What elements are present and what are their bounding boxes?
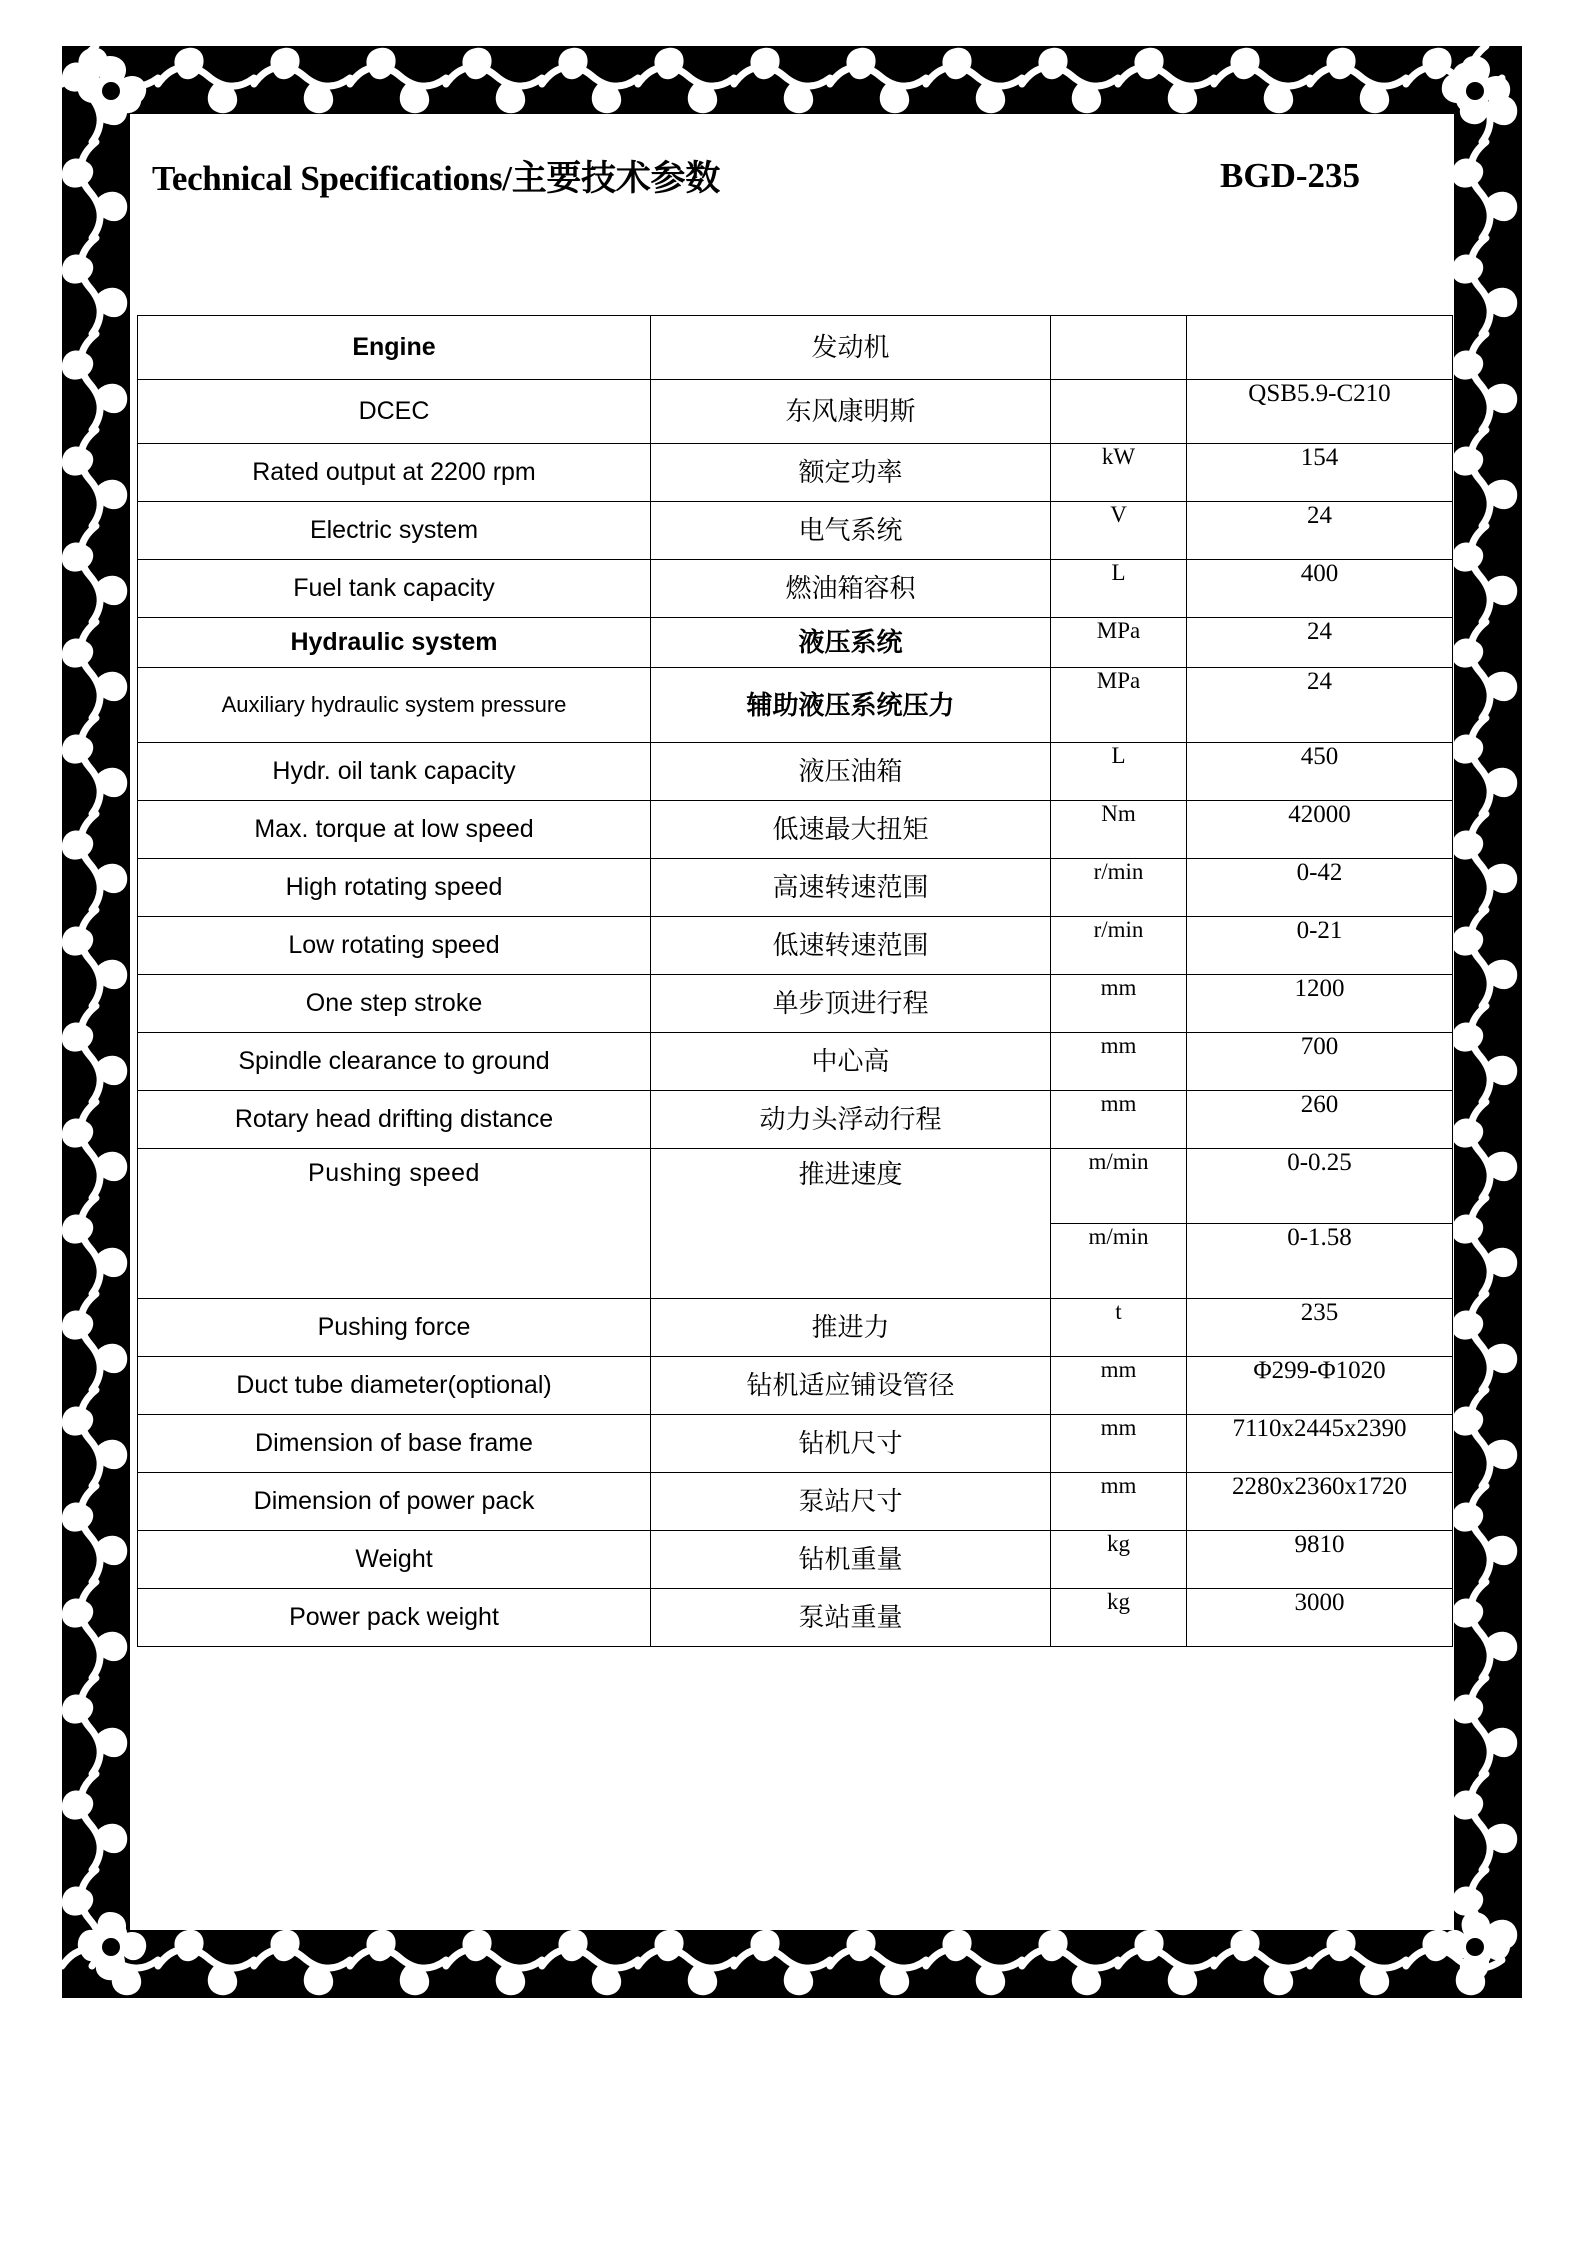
- cell-unit: m/min: [1051, 1149, 1187, 1224]
- label-name-en: Duct tube diameter(optional): [236, 1370, 552, 1399]
- cell-name-en: [138, 316, 651, 380]
- cell-name-cn: [651, 801, 1051, 859]
- cell-name-en: [138, 668, 651, 743]
- cell-name-cn: [651, 1415, 1051, 1473]
- cell-name-en: [138, 1357, 651, 1415]
- label-name-en: High rotating speed: [285, 872, 503, 901]
- cell-name-en: [138, 502, 651, 560]
- cell-value: 24: [1187, 502, 1453, 560]
- table-row: [138, 444, 1453, 502]
- label-name-cn: 低速最大扭矩: [772, 814, 929, 845]
- cell-unit: V: [1051, 502, 1187, 560]
- label-name-cn: 泵站重量: [798, 1602, 903, 1633]
- cell-unit: kg: [1051, 1531, 1187, 1589]
- table-row: [138, 859, 1453, 917]
- table-row: [138, 502, 1453, 560]
- cell-name-cn: [651, 618, 1051, 668]
- label-name-en: Engine: [352, 332, 436, 361]
- label-name-cn: 动力头浮动行程: [759, 1104, 942, 1135]
- cell-name-cn: [651, 1473, 1051, 1531]
- cell-value: 2280x2360x1720: [1187, 1473, 1453, 1531]
- cell-unit: L: [1051, 560, 1187, 618]
- cell-unit: mm: [1051, 1415, 1187, 1473]
- cell-name-cn: [651, 1299, 1051, 1357]
- page-title: Technical Specifications/主要技术参数: [152, 159, 720, 198]
- cell-name-en: [138, 1033, 651, 1091]
- document-header: [152, 140, 1438, 212]
- label-name-cn: 发动机: [811, 332, 890, 363]
- cell-name-cn: [651, 316, 1051, 380]
- cell-unit: kW: [1051, 444, 1187, 502]
- label-name-cn: 辅助液压系统压力: [746, 689, 955, 720]
- cell-value: 24: [1187, 618, 1453, 668]
- label-name-cn: 液压油箱: [798, 756, 903, 787]
- cell-unit: r/min: [1051, 917, 1187, 975]
- specifications-table: [137, 315, 1453, 1647]
- cell-value: 400: [1187, 560, 1453, 618]
- label-name-cn: 中心高: [811, 1046, 890, 1077]
- cell-value: 3000: [1187, 1589, 1453, 1647]
- label-name-cn: 泵站尺寸: [798, 1486, 903, 1517]
- ivy-border-bottom-icon: [62, 1928, 1522, 1998]
- cell-name-cn: [651, 1357, 1051, 1415]
- cell-value: 42000: [1187, 801, 1453, 859]
- table-row: [138, 316, 1453, 380]
- cell-name-en: [138, 975, 651, 1033]
- label-name-cn: 东风康明斯: [785, 396, 916, 427]
- cell-name-en: [138, 859, 651, 917]
- cell-name-en: [138, 1531, 651, 1589]
- cell-name-cn: [651, 502, 1051, 560]
- cell-name-cn: [651, 1033, 1051, 1091]
- cell-unit: Nm: [1051, 801, 1187, 859]
- table-row: [138, 917, 1453, 975]
- cell-value: Φ299-Φ1020: [1187, 1357, 1453, 1415]
- cell-name-en: [138, 1091, 651, 1149]
- table-row: [138, 743, 1453, 801]
- cell-unit: mm: [1051, 1033, 1187, 1091]
- cell-name-cn: [651, 743, 1051, 801]
- label-name-en: One step stroke: [305, 988, 483, 1017]
- cell-name-en: [138, 444, 651, 502]
- cell-value: 154: [1187, 444, 1453, 502]
- cell-unit: MPa: [1051, 618, 1187, 668]
- cell-value: 0-0.25: [1187, 1149, 1453, 1224]
- label-name-en: Max. torque at low speed: [254, 814, 534, 843]
- label-name-en: Power pack weight: [289, 1602, 499, 1631]
- cell-name-cn: [651, 444, 1051, 502]
- cell-value-secondary: 0-1.58: [1187, 1224, 1453, 1299]
- cell-value: 9810: [1187, 1531, 1453, 1589]
- cell-name-en: [138, 1299, 651, 1357]
- cell-unit: kg: [1051, 1589, 1187, 1647]
- cell-unit: mm: [1051, 1357, 1187, 1415]
- cell-name-cn: [651, 380, 1051, 444]
- cell-name-en: [138, 917, 651, 975]
- cell-value: 700: [1187, 1033, 1453, 1091]
- cell-unit: [1051, 380, 1187, 444]
- ivy-border-left-icon: [62, 46, 132, 1998]
- cell-value: 24: [1187, 668, 1453, 743]
- cell-name-cn: [651, 1091, 1051, 1149]
- table-row: [138, 668, 1453, 743]
- cell-unit: mm: [1051, 1473, 1187, 1531]
- cell-value: 1200: [1187, 975, 1453, 1033]
- label-name-en: Rotary head drifting distance: [234, 1104, 554, 1133]
- label-name-cn: 钻机尺寸: [798, 1428, 903, 1459]
- table-row: [138, 618, 1453, 668]
- table-row: [138, 560, 1453, 618]
- cell-name-en: [138, 1589, 651, 1647]
- table-row: [138, 1357, 1453, 1415]
- cell-unit: L: [1051, 743, 1187, 801]
- label-name-en: Auxiliary hydraulic system pressure: [221, 692, 567, 718]
- cell-unit: MPa: [1051, 668, 1187, 743]
- cell-value: [1187, 316, 1453, 380]
- cell-name-cn: [651, 917, 1051, 975]
- specifications-table-container: [137, 315, 1452, 1647]
- table-row: [138, 1473, 1453, 1531]
- table-row: [138, 975, 1453, 1033]
- label-name-en: Dimension of power pack: [253, 1486, 535, 1515]
- table-row: [138, 1531, 1453, 1589]
- cell-name-cn: [651, 1531, 1051, 1589]
- cell-unit: mm: [1051, 1091, 1187, 1149]
- label-name-cn: 推进力: [811, 1312, 890, 1343]
- label-name-en: Rated output at 2200 rpm: [252, 457, 536, 486]
- cell-name-en: [138, 801, 651, 859]
- label-name-cn: 电气系统: [798, 515, 903, 546]
- label-name-en: Low rotating speed: [288, 930, 500, 959]
- cell-value: 450: [1187, 743, 1453, 801]
- label-name-cn: 液压系统: [798, 627, 903, 658]
- cell-name-cn: [651, 859, 1051, 917]
- label-name-cn: 低速转速范围: [772, 930, 929, 961]
- cell-name-cn: [651, 1149, 1051, 1299]
- cell-name-en: [138, 380, 651, 444]
- model-number: BGD-235: [1220, 156, 1360, 195]
- label-name-en: Pushing force: [317, 1312, 471, 1341]
- table-row: [138, 1033, 1453, 1091]
- label-name-cn: 高速转速范围: [772, 872, 929, 903]
- cell-value: 0-21: [1187, 917, 1453, 975]
- label-name-en: DCEC: [358, 396, 430, 425]
- table-row: [138, 1149, 1453, 1224]
- cell-value: 0-42: [1187, 859, 1453, 917]
- cell-value: 7110x2445x2390: [1187, 1415, 1453, 1473]
- label-name-cn: 钻机重量: [798, 1544, 903, 1575]
- label-name-cn: 钻机适应铺设管径: [746, 1370, 955, 1401]
- table-row: [138, 1091, 1453, 1149]
- label-name-cn: 推进速度: [798, 1159, 903, 1189]
- cell-unit: [1051, 316, 1187, 380]
- cell-unit: t: [1051, 1299, 1187, 1357]
- label-name-cn: 单步顶进行程: [772, 988, 929, 1019]
- cell-name-cn: [651, 1589, 1051, 1647]
- label-name-en: Electric system: [309, 515, 479, 544]
- cell-value: 260: [1187, 1091, 1453, 1149]
- label-name-en: Weight: [355, 1544, 433, 1573]
- label-name-en: Fuel tank capacity: [293, 573, 495, 602]
- cell-name-en: [138, 560, 651, 618]
- ivy-border-top-icon: [62, 46, 1522, 116]
- table-row: [138, 801, 1453, 859]
- label-name-cn: 额定功率: [798, 457, 903, 488]
- cell-name-cn: [651, 975, 1051, 1033]
- cell-name-en: [138, 743, 651, 801]
- cell-name-en: [138, 618, 651, 668]
- cell-name-en: [138, 1473, 651, 1531]
- table-row: [138, 380, 1453, 444]
- table-row: [138, 1589, 1453, 1647]
- cell-name-en: [138, 1149, 651, 1299]
- table-row: [138, 1415, 1453, 1473]
- cell-unit: r/min: [1051, 859, 1187, 917]
- cell-value: QSB5.9-C210: [1187, 380, 1453, 444]
- ivy-border-right-icon: [1452, 46, 1522, 1998]
- table-row: [138, 1299, 1453, 1357]
- label-name-en: Hydraulic system: [290, 627, 498, 656]
- label-name-en: Hydr. oil tank capacity: [272, 756, 516, 785]
- cell-value: 235: [1187, 1299, 1453, 1357]
- label-name-en: Spindle clearance to ground: [238, 1046, 550, 1075]
- cell-name-cn: [651, 668, 1051, 743]
- cell-unit-secondary: m/min: [1051, 1224, 1187, 1299]
- label-name-cn: 燃油箱容积: [785, 573, 916, 604]
- label-name-en: Pushing speed: [308, 1159, 480, 1187]
- cell-name-cn: [651, 560, 1051, 618]
- cell-name-en: [138, 1415, 651, 1473]
- label-name-en: Dimension of base frame: [255, 1428, 533, 1457]
- cell-unit: mm: [1051, 975, 1187, 1033]
